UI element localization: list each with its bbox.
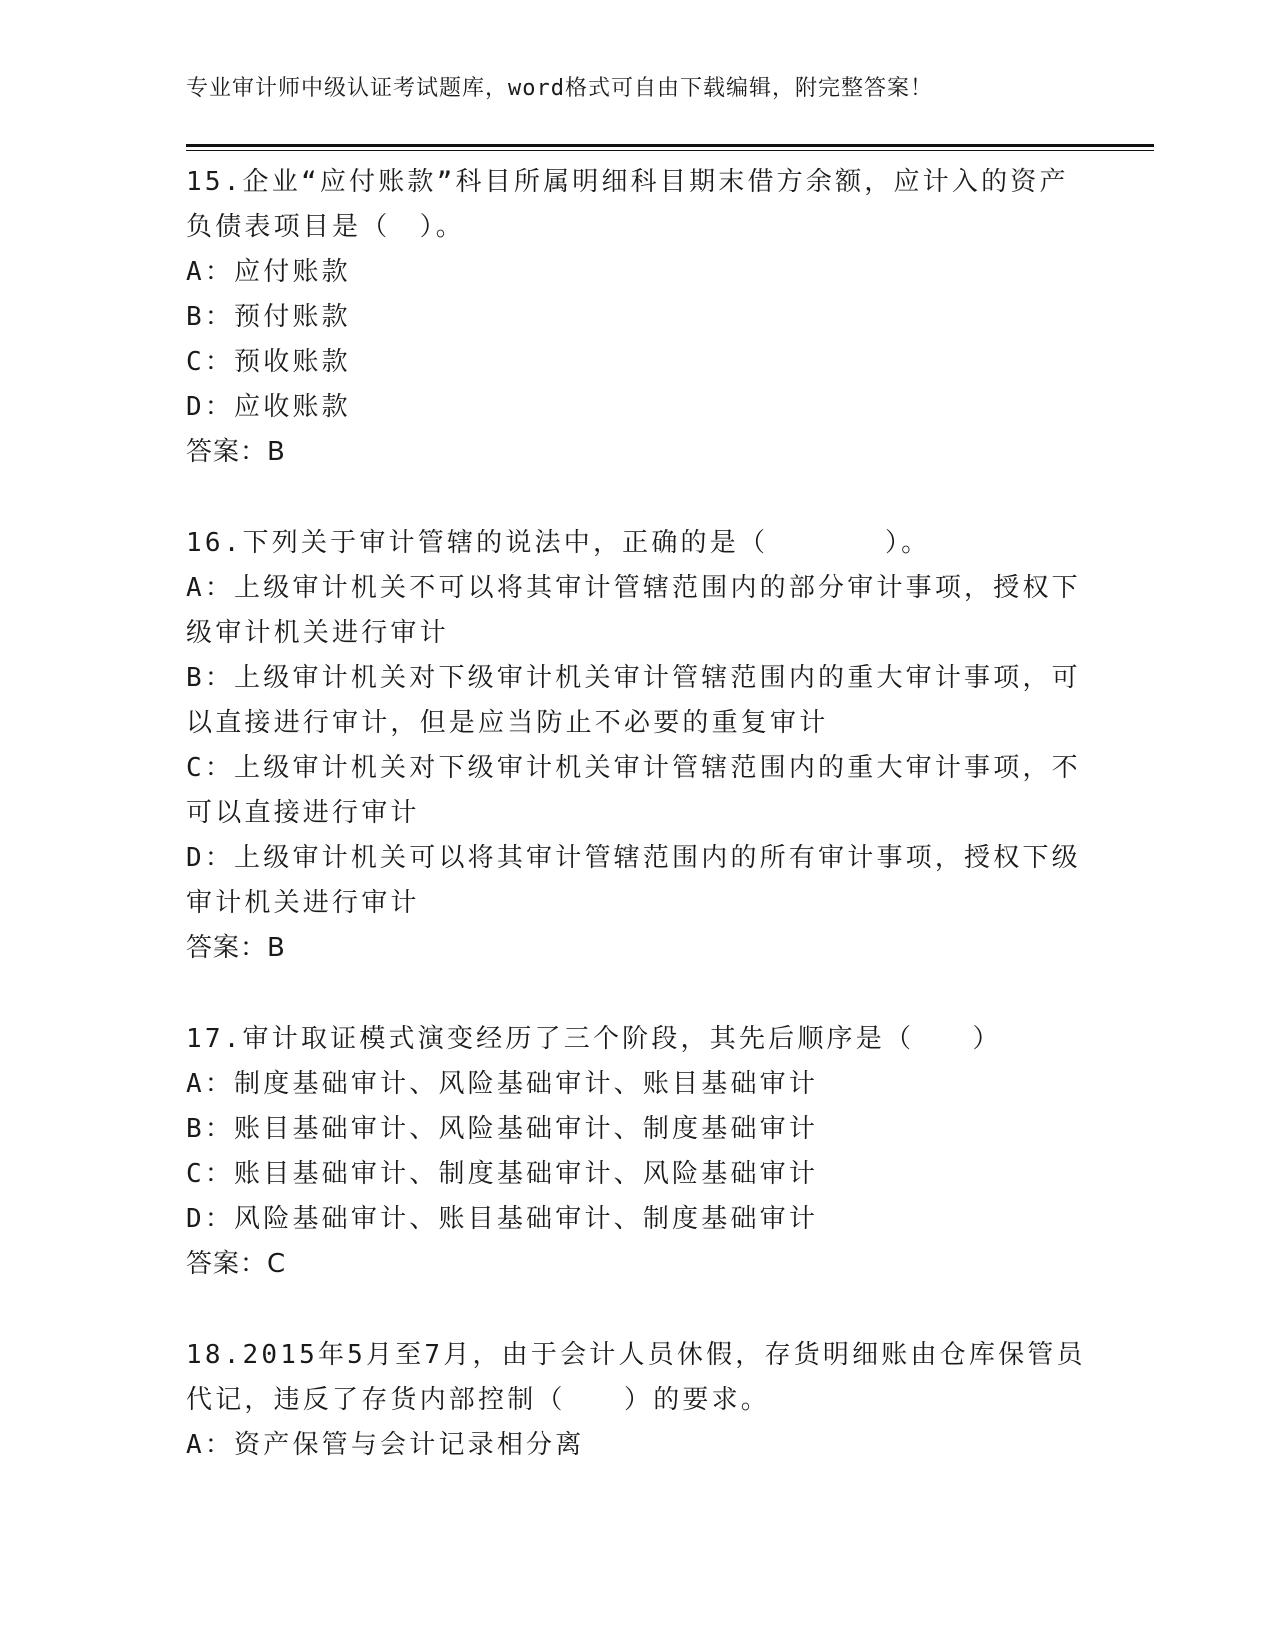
option-c: C：上级审计机关对下级审计机关审计管辖范围内的重大审计事项，不 [186,753,1081,783]
option-c-continued: 可以直接进行审计 [186,798,420,828]
question-stem-line: 18.2015年5月至7月，由于会计人员休假，存货明细账由仓库保管员 [186,1340,1086,1370]
option-c: C：账目基础审计、制度基础审计、风险基础审计 [186,1159,819,1189]
question-18 [186,1333,1086,1468]
option-d: D：风险基础审计、账目基础审计、制度基础审计 [186,1204,819,1234]
option-a: A：上级审计机关不可以将其审计管辖范围内的部分审计事项，授权下 [186,573,1081,603]
question-15 [186,160,1086,475]
option-a: A：制度基础审计、风险基础审计、账目基础审计 [186,1069,819,1099]
question-16 [186,521,1086,971]
option-b: B：预付账款 [186,302,351,332]
option-b: B：账目基础审计、风险基础审计、制度基础审计 [186,1114,819,1144]
option-b-continued: 以直接进行审计，但是应当防止不必要的重复审计 [186,708,829,738]
question-spacer [186,475,1086,521]
option-c: C：预收账款 [186,347,351,377]
option-a: A：资产保管与会计记录相分离 [186,1430,585,1460]
answer-line: 答案：B [186,437,286,467]
option-a: A：应付账款 [186,257,351,287]
header-divider-thick [186,144,1154,147]
answer-line: 答案：B [186,933,286,963]
header-divider-thin [186,150,1154,151]
option-d-continued: 审计机关进行审计 [186,888,420,918]
question-stem-line: 16.下列关于审计管辖的说法中，正确的是（ ）。 [186,528,931,558]
question-stem-line: 15.企业“应付账款”科目所属明细科目期末借方余额，应计入的资产 [186,167,1069,197]
question-stem-line: 代记，违反了存货内部控制（ ）的要求。 [186,1385,771,1415]
question-list [186,160,1086,1468]
option-d: D：应收账款 [186,392,351,422]
answer-line: 答案：C [186,1249,287,1279]
question-stem-line: 负债表项目是（ ）。 [186,212,466,242]
option-b: B：上级审计机关对下级审计机关审计管辖范围内的重大审计事项，可 [186,663,1081,693]
option-d: D：上级审计机关可以将其审计管辖范围内的所有审计事项，授权下级 [186,843,1081,873]
option-a-continued: 级审计机关进行审计 [186,618,449,648]
question-spacer [186,1287,1086,1333]
question-spacer [186,971,1086,1017]
question-17 [186,1017,1086,1287]
question-stem-line: 17.审计取证模式演变经历了三个阶段，其先后顺序是（ ） [186,1024,1002,1054]
page-header: 专业审计师中级认证考试题库，word格式可自由下载编辑，附完整答案！ [186,76,933,101]
